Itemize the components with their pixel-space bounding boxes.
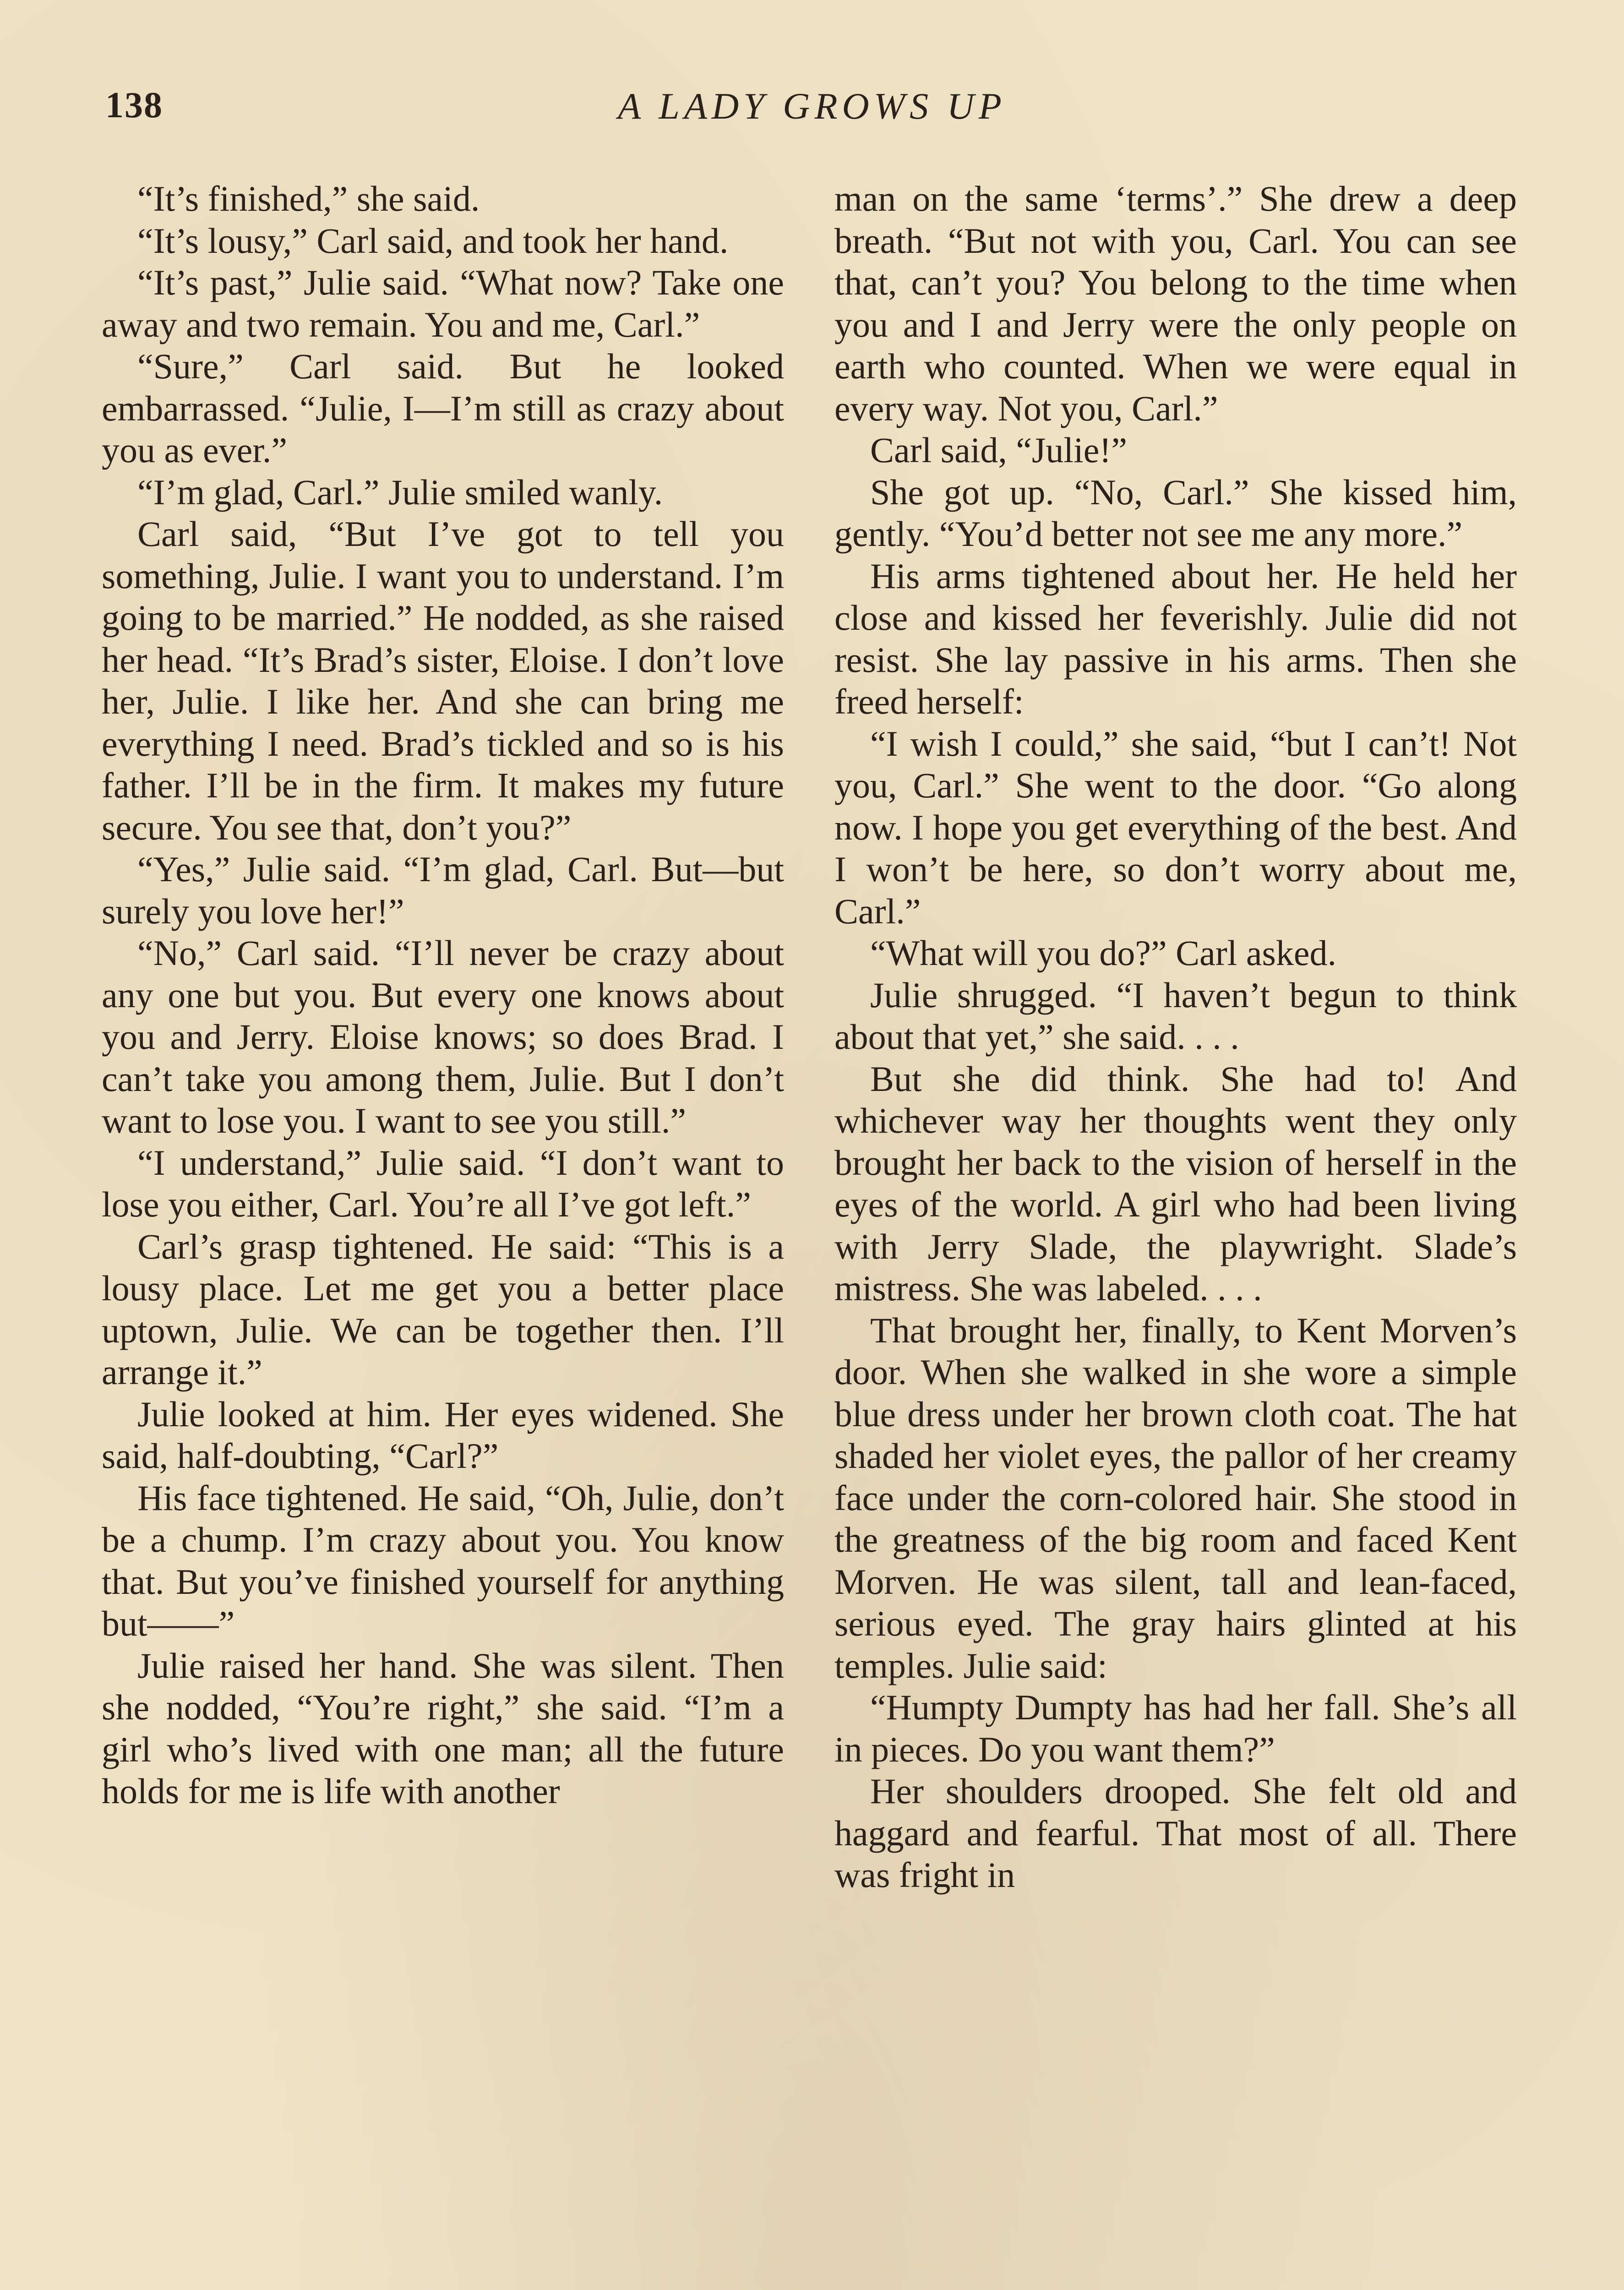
paragraph: His face tightened. He said, “Oh, Julie, don’t be a chump. I’m crazy about you. You know that. But you’ve finished yourself for anything but——” — [102, 1478, 784, 1643]
paragraph: “It’s past,” Julie said. “What now? Take one away and two remain. You and me, Carl.” — [102, 262, 784, 344]
page-number: 138 — [105, 85, 163, 125]
paragraph: She got up. “No, Carl.” She kissed him, gently. “You’d better not see me any more.” — [834, 472, 1517, 554]
paragraph: Julie shrugged. “I haven’t begun to think about that yet,” she said. . . . — [834, 975, 1517, 1057]
page-header — [105, 85, 1519, 135]
paragraph: Carl’s grasp tightened. He said: “This is a lousy place. Let me get you a better place uptown, Julie. We can be together then. I’ll arrange it.” — [102, 1226, 784, 1392]
paragraph: “It’s finished,” she said. — [137, 179, 480, 218]
right-column — [834, 178, 1517, 1896]
paragraph: “I understand,” Julie said. “I don’t want to lose you either, Carl. You’re all I’ve got left.” — [102, 1142, 784, 1224]
paragraph: That brought her, finally, to Kent Morven’s door. When she walked in she wore a simple blue dress under her brown cloth coat. The hat shaded her violet eyes, the pallor of her creamy face under the corn-colored hair. She stood in the greatness of the big room and faced Kent Morven. He was silent, tall and lean-faced, serious eyed. The gray hairs glinted at his temples. Julie said: — [834, 1310, 1517, 1685]
paragraph: “Humpty Dumpty has had her fall. She’s all in pieces. Do you want them?” — [834, 1687, 1517, 1769]
paragraph: “Yes,” Julie said. “I’m glad, Carl. But—but surely you love her!” — [102, 849, 784, 931]
paragraph-continued: man on the same ‘terms’.” She drew a deep breath. “But not with you, Carl. You can see that, can’t you? You belong to the time when you and I and Jerry were the only people on earth who counted. When we were equal in every way. Not you, Carl.” — [834, 179, 1517, 428]
paragraph: Her shoulders drooped. She felt old and haggard and fearful. That most of all. There was fright in — [834, 1771, 1517, 1895]
paragraph: Carl said, “Julie!” — [870, 430, 1127, 470]
paragraph: “I’m glad, Carl.” Julie smiled wanly. — [137, 472, 663, 512]
paragraph: His arms tightened about her. He held her close and kissed her feverishly. Julie did not resist. She lay passive in his arms. Then she freed herself: — [834, 556, 1517, 721]
paragraph: Julie looked at him. Her eyes widened. She said, half-doubting, “Carl?” — [102, 1394, 784, 1476]
paragraph: “What will you do?” Carl asked. — [870, 933, 1336, 973]
paragraph: “Sure,” Carl said. But he looked embarrassed. “Julie, I—I’m still as crazy about you as ever.” — [102, 346, 784, 470]
left-column — [102, 178, 784, 1812]
running-title: A LADY GROWS UP — [618, 85, 1006, 127]
paragraph: “No,” Carl said. “I’ll never be crazy about any one but you. But every one knows about you and Jerry. Eloise knows; so does Brad. I can’t take you among them, Julie. But I don’t want to lose you. I want to see you still.” — [102, 933, 784, 1140]
paragraph: Julie raised her hand. She was silent. Then she nodded, “You’re right,” she said. “I’m a girl who’s lived with one man; all the future holds for me is life with another — [102, 1645, 784, 1811]
paragraph: Carl said, “But I’ve got to tell you something, Julie. I want you to understand. I’m going to be married.” He nodded, as she raised her head. “It’s Brad’s sister, Eloise. I don’t love her, Julie. I like her. And she can bring me everything I need. Brad’s tickled and so is his father. I’ll be in the firm. It makes my future secure. You see that, don’t you?” — [102, 514, 784, 847]
paragraph: “It’s lousy,” Carl said, and took her hand. — [137, 220, 729, 261]
paragraph: But she did think. She had to! And whichever way her thoughts went they only brought her back to the vision of herself in the eyes of the world. A girl who had been living with Jerry Slade, the playwright. Slade’s mistress. She was labeled. . . . — [834, 1058, 1517, 1308]
paragraph: “I wish I could,” she said, “but I can’t! Not you, Carl.” She went to the door. “Go along now. I hope you get everything of the best. And I won’t be here, so don’t worry about me, Carl.” — [834, 723, 1517, 931]
